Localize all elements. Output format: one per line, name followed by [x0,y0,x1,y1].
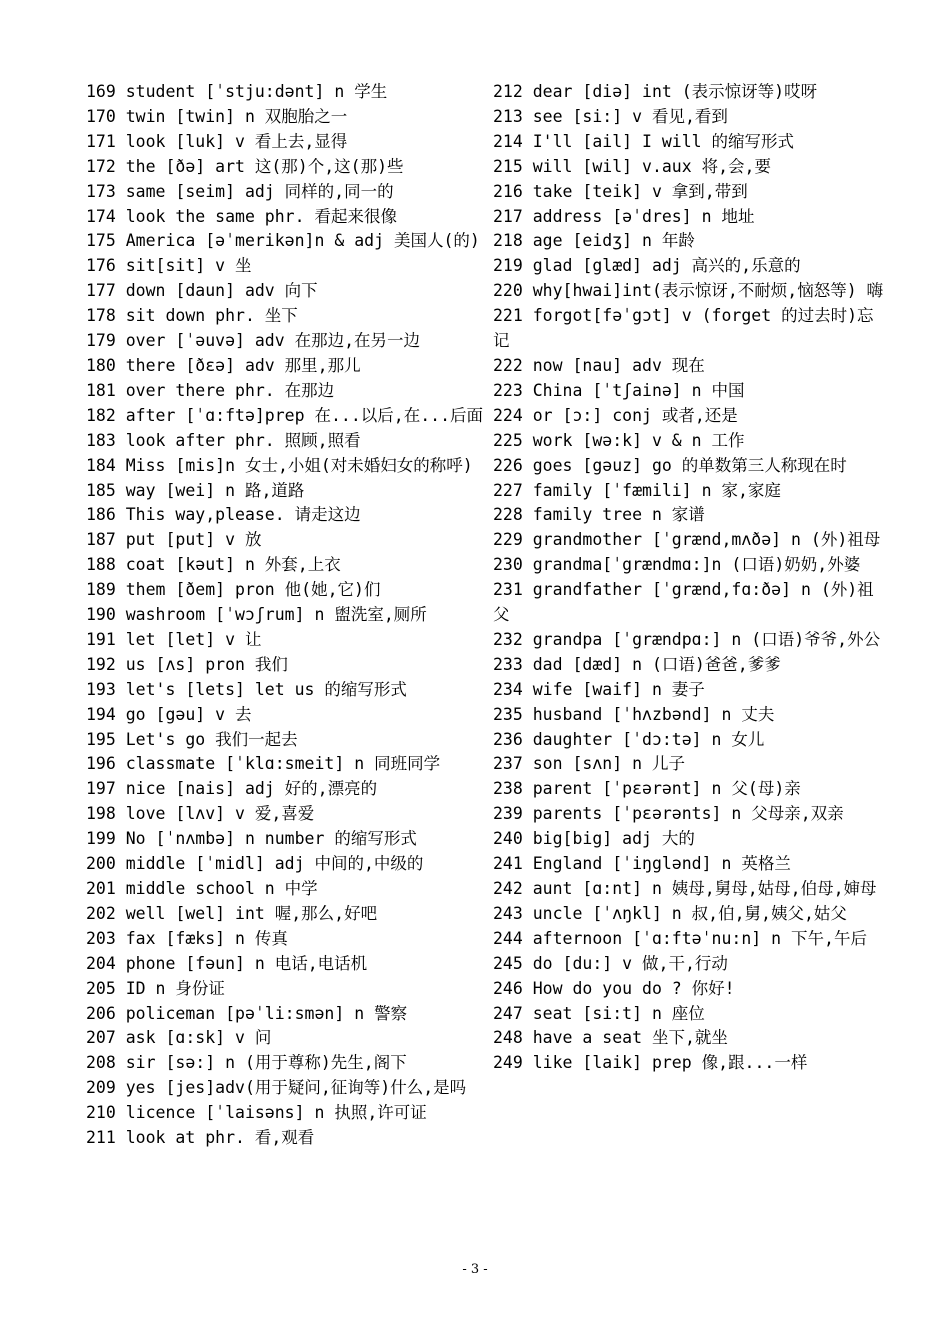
vocab-entry: 227 family [ˈfæmili] n 家,家庭 [493,480,781,500]
vocab-entry: 195 Let's go 我们一起去 [86,729,298,749]
vocab-entry: 178 sit down phr. 坐下 [86,306,298,326]
vocab-entry: 239 parents [ˈpɛərənts] n 父母亲,双亲 [493,804,844,824]
vocab-entry: 222 now [nau] adv 现在 [493,355,705,375]
vocab-entry: 172 the [ðə] art 这(那)个,这(那)些 [86,156,404,176]
vocab-entry: 185 way [wei] n 路,道路 [86,480,305,500]
vocab-entry: 205 ID n 身份证 [86,978,225,998]
vocab-entry: 236 daughter [ˈdɔ:tə] n 女儿 [493,729,765,749]
vocab-entry: 218 age [eidʒ] n 年龄 [493,231,695,251]
vocab-entry: 212 dear [diə] int (表示惊讶等)哎呀 [493,82,818,101]
vocab-entry: 229 grandmother [ˈgrænd,mʌðə] n (外)祖母 [493,530,881,550]
vocab-entry: 238 parent [ˈpɛərənt] n 父(母)亲 [493,779,801,799]
vocab-entry: 184 Miss [mis]n 女士,小姐(对未婚妇女的称呼) [86,455,473,475]
vocab-entry: 226 goes [gəuz] go 的单数第三人称现在时 [493,455,847,475]
vocab-entry: 199 No [ˈnʌmbə] n number 的缩写形式 [86,829,417,849]
vocab-entry: 213 see [si:] v 看见,看到 [493,106,728,126]
vocab-entry: 187 put [put] v 放 [86,530,262,550]
vocab-entry: 180 there [ðɛə] adv 那里,那儿 [86,355,361,375]
vocab-entry: 230 grandma[ˈgrændmɑ:]n (口语)奶奶,外婆 [493,555,861,575]
vocab-entry: 201 middle school n 中学 [86,879,318,898]
vocab-entry: 169 student [ˈstju:dənt] n 学生 [86,82,388,101]
vocab-entry: 247 seat [si:t] n 座位 [493,1003,705,1023]
vocab-entry: 223 China [ˈtʃainə] n 中国 [493,380,745,400]
vocab-entry: 231 grandfather [ˈgrænd,fɑ:ðə] n (外)祖父 [493,580,874,625]
vocab-entry: 194 go [gəu] v 去 [86,704,252,724]
vocab-entry: 182 after [ˈɑ:ftə]prep 在...以后,在...后面 [86,405,484,425]
vocab-entry: 204 phone [fəun] n 电话,电话机 [86,953,368,973]
vocab-entry: 177 down [daun] adv 向下 [86,281,318,301]
vocab-entry: 210 licence [ˈlaisəns] n 执照,许可证 [86,1103,427,1123]
vocab-entry: 175 America [əˈmerikən]n & adj 美国人(的) [86,231,480,251]
vocab-entry: 179 over [ˈəuvə] adv 在那边,在另一边 [86,331,421,351]
vocab-column-left [86,80,486,1151]
vocab-entry: 188 coat [kəut] n 外套,上衣 [86,555,341,575]
vocab-entry: 220 why[hwai]int(表示惊讶,不耐烦,恼怒等) 嗨 [493,281,884,301]
vocab-entry: 192 us [ʌs] pron 我们 [86,654,288,674]
vocab-entry: 189 them [ðem] pron 他(她,它)们 [86,580,381,600]
vocab-entry: 208 sir [sə:] n (用于尊称)先生,阁下 [86,1053,407,1073]
vocab-entry: 234 wife [waif] n 妻子 [493,679,705,699]
vocab-entry: 224 or [ɔ:] conj 或者,还是 [493,405,738,425]
vocab-entry: 181 over there phr. 在那边 [86,380,335,400]
vocab-entry: 235 husband [ˈhʌzbənd] n 丈夫 [493,704,775,724]
vocab-entry: 196 classmate [ˈklɑ:smeit] n 同班同学 [86,754,441,774]
vocab-entry: 190 washroom [ˈwɔʃrum] n 盥洗室,厕所 [86,605,427,625]
vocab-entry: 233 dad [dæd] n (口语)爸爸,爹爹 [493,654,781,674]
vocab-entry: 170 twin [twin] n 双胞胎之一 [86,106,348,126]
vocab-entry: 221 forgot[fəˈgɔt] v (forget 的过去时)忘记 [493,306,874,351]
vocab-entry: 198 love [lʌv] v 爱,喜爱 [86,804,315,824]
vocab-entry: 206 policeman [pəˈli:smən] n 警察 [86,1003,408,1023]
vocab-entry: 217 address [əˈdres] n 地址 [493,206,755,226]
vocab-entry: 171 look [luk] v 看上去,显得 [86,131,348,151]
vocab-entry: 211 look at phr. 看,观看 [86,1128,315,1148]
vocab-entry: 203 fax [fæks] n 传真 [86,928,288,948]
vocab-entry: 173 same [seim] adj 同样的,同一的 [86,181,394,201]
vocab-entry: 202 well [wel] int 喔,那么,好吧 [86,903,378,923]
vocab-entry: 232 grandpa [ˈgrændpɑ:] n (口语)爷爷,外公 [493,629,881,649]
vocab-entry: 241 England [ˈiŋglənd] n 英格兰 [493,854,791,874]
vocab-entry: 193 let's [lets] let us 的缩写形式 [86,679,407,699]
page-number: - 3 - [462,1262,488,1277]
vocab-entry: 186 This way,please. 请走这边 [86,505,361,525]
vocab-entry: 214 I'll [ail] I will 的缩写形式 [493,131,795,151]
vocab-entry: 237 son [sʌn] n 儿子 [493,754,685,774]
vocab-entry: 191 let [let] v 让 [86,629,262,649]
vocab-entry: 219 glad [glæd] adj 高兴的,乐意的 [493,256,801,276]
vocab-entry: 240 big[big] adj 大的 [493,829,695,849]
vocab-entry: 215 will [wil] v.aux 将,会,要 [493,156,771,176]
vocab-entry: 248 have a seat 坐下,就坐 [493,1028,728,1048]
vocab-entry: 216 take [teik] v 拿到,带到 [493,181,748,201]
vocab-column-right [493,80,885,1076]
vocab-entry: 242 aunt [ɑ:nt] n 姨母,舅母,姑母,伯母,婶母 [493,879,877,898]
vocab-entry: 176 sit[sit] v 坐 [86,256,252,276]
vocab-entry: 225 work [wə:k] v & n 工作 [493,430,745,450]
vocab-entry: 243 uncle [ˈʌŋkl] n 叔,伯,舅,姨父,姑父 [493,903,847,923]
vocab-entry: 228 family tree n 家谱 [493,505,705,525]
vocab-entry: 244 afternoon [ˈɑ:ftəˈnu:n] n 下午,午后 [493,928,867,948]
vocab-entry: 246 How do you do ? 你好! [493,978,735,998]
vocab-entry: 207 ask [ɑ:sk] v 问 [86,1028,272,1048]
vocab-entry: 249 like [laik] prep 像,跟...一样 [493,1053,808,1073]
vocab-entry: 174 look the same phr. 看起来很像 [86,206,397,226]
vocab-entry: 197 nice [nais] adj 好的,漂亮的 [86,779,378,799]
vocab-entry: 245 do [du:] v 做,干,行动 [493,953,728,973]
vocab-entry: 200 middle [ˈmidl] adj 中间的,中级的 [86,854,424,874]
vocab-entry: 209 yes [jes]adv(用于疑问,征询等)什么,是吗 [86,1078,467,1098]
vocab-entry: 183 look after phr. 照顾,照看 [86,430,361,450]
